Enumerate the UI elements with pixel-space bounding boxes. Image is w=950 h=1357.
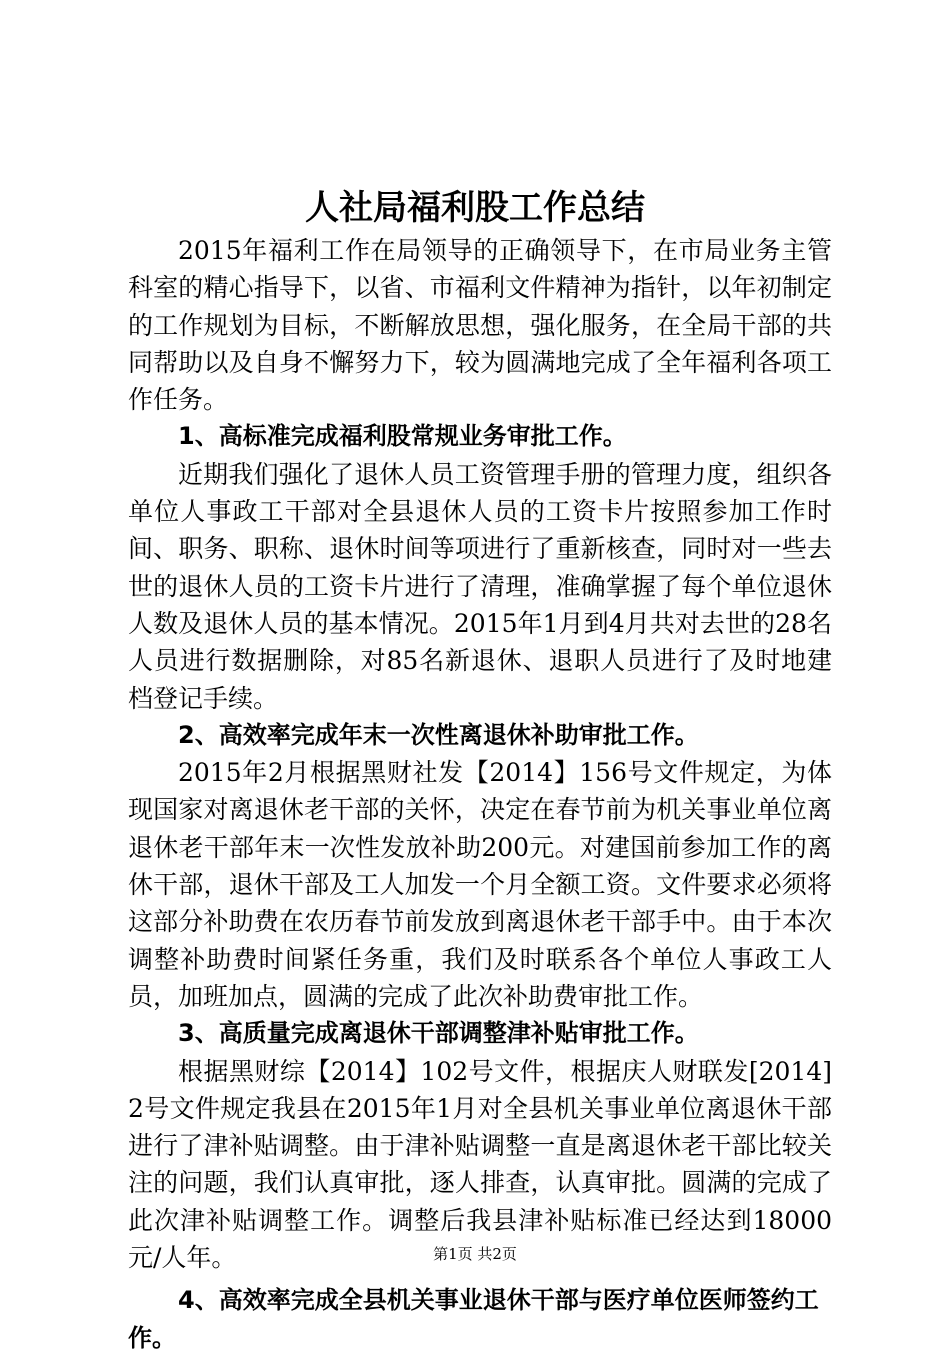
document-title: 人社局福利股工作总结 bbox=[305, 188, 645, 228]
intro-paragraph: 2015年福利工作在局领导的正确领导下，在市局业务主管科室的精心指导下，以省、市福利文件精神为指针，以年初制定的工作规划为目标，不断解放思想，强化服务，在全局干部的共同帮助以及自身不懈努力下，较为圆满地完成了全年福利各项工作任务。 bbox=[128, 236, 832, 415]
section-paragraph-1: 近期我们强化了退休人员工资管理手册的管理力度，组织各单位人事政工干部对全县退休人员的工资卡片按照参加工作时间、职务、职称、退休时间等项进行了重新核查，同时对一些去世的退休人员的工资卡片进行了清理，准确掌握了每个单位退休人数及退休人员的基本情况。2015年1月到4月共对去世的28名人员进行数据删除，对85名新退休、退职人员进行了及时地建档登记手续。 bbox=[128, 459, 832, 713]
section-paragraph-2: 2015年2月根据黑财社发【2014】156号文件规定，为体现国家对离退休老干部的关怀，决定在春节前为机关事业单位离退休老干部年末一次性发放补助200元。对建国前参加工作的离休干部，退休干部及工人加发一个月全额工资。文件要求必须将这部分补助费在农历春节前发放到离退休老干部手中。由于本次调整补助费时间紧任务重，我们及时联系各个单位人事政工人员，加班加点，圆满的完成了此次补助费审批工作。 bbox=[128, 758, 832, 1011]
section-heading-1: 1、高标准完成福利股常规业务审批工作。 bbox=[178, 422, 627, 451]
section-heading-4: 4、高效率完成全县机关事业退休干部与医疗单位医师签约工作。 bbox=[128, 1286, 819, 1352]
page-footer: 第1页 共2页 bbox=[433, 1245, 517, 1263]
section-heading-2: 2、高效率完成年末一次性离退休补助审批工作。 bbox=[178, 720, 699, 749]
section-paragraph-3: 根据黑财综【2014】102号文件，根据庆人财联发[2014]2号文件规定我县在2015年1月对全县机关事业单位离退休干部进行了津补贴调整。由于津补贴调整一直是离退休老干部比较关注的问题，我们认真审批，逐人排查，认真审批。圆满的完成了此次津补贴调整工作。调整后我县津补贴标准已经达到18000元/人年。 bbox=[128, 1056, 832, 1273]
section-heading-3: 3、高质量完成离退休干部调整津补贴审批工作。 bbox=[178, 1019, 699, 1048]
document-body bbox=[128, 232, 832, 1357]
